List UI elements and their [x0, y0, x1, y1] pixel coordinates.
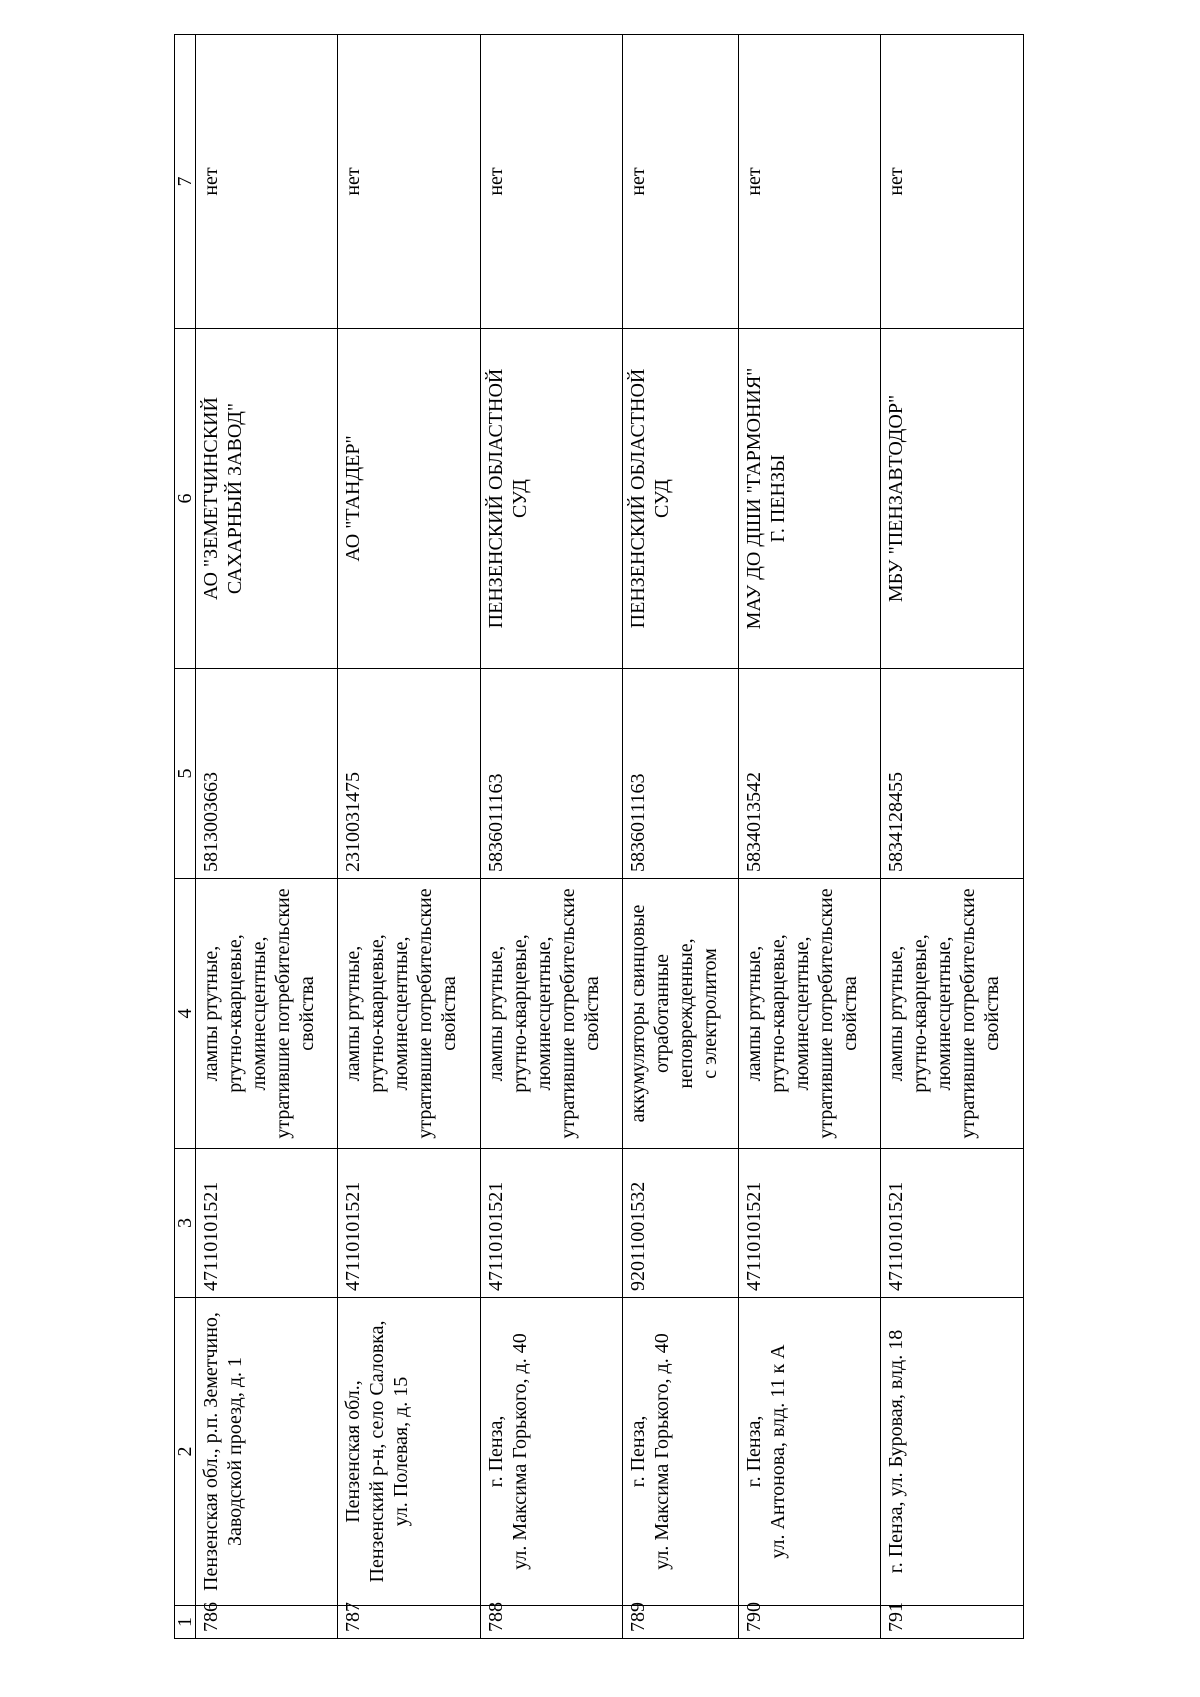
waste-code-cell: 92011001532 [623, 1149, 739, 1298]
row-number: 791 [881, 1606, 1024, 1639]
row-number: 788 [480, 1606, 622, 1639]
document-page [174, 35, 1024, 1639]
header-row [175, 35, 196, 1639]
inn-cell: 2310031475 [338, 669, 480, 879]
header-cell-6: 6 [175, 329, 196, 669]
row-number: 787 [338, 1606, 480, 1639]
inn-cell: 5834128455 [881, 669, 1024, 879]
waste-code-cell: 47110101521 [196, 1149, 338, 1298]
inn-cell: 5836011163 [623, 669, 739, 879]
waste-code-cell: 47110101521 [480, 1149, 622, 1298]
flag-cell: нет [338, 35, 480, 329]
header-cell-2: 2 [175, 1298, 196, 1606]
registry-table [174, 34, 1024, 1639]
row-number: 786 [196, 1606, 338, 1639]
waste-code-cell: 47110101521 [739, 1149, 881, 1298]
row-number: 789 [623, 1606, 739, 1639]
rotated-table-container [174, 35, 1024, 1639]
inn-cell: 5836011163 [480, 669, 622, 879]
header-cell-7: 7 [175, 35, 196, 329]
table-body [196, 35, 1024, 1639]
header-cell-4: 4 [175, 879, 196, 1149]
inn-cell: 5813003663 [196, 669, 338, 879]
table-row [196, 35, 338, 1639]
organization-cell: ПЕНЗЕНСКИЙ ОБЛАСТНОЙ СУД [623, 329, 739, 669]
organization-cell: АО "ТАНДЕР" [338, 329, 480, 669]
header-cell-1: 1 [175, 1606, 196, 1639]
flag-cell: нет [881, 35, 1024, 329]
header-cell-3: 3 [175, 1149, 196, 1298]
table-row [480, 35, 622, 1639]
address-cell: г. Пенза, ул. Максима Горького, д. 40 [480, 1298, 622, 1606]
waste-name-cell: лампы ртутные, ртутно-кварцевые, люминесцентные, утратившие потребительские свойства [338, 879, 480, 1149]
waste-name-cell: лампы ртутные, ртутно-кварцевые, люминесцентные, утратившие потребительские свойства [739, 879, 881, 1149]
flag-cell: нет [480, 35, 622, 329]
waste-code-cell: 47110101521 [338, 1149, 480, 1298]
table-row [881, 35, 1024, 1639]
flag-cell: нет [623, 35, 739, 329]
waste-name-cell: лампы ртутные, ртутно-кварцевые, люминесцентные, утратившие потребительские свойства [881, 879, 1024, 1149]
organization-cell: МАУ ДО ДШИ "ГАРМОНИЯ" Г. ПЕНЗЫ [739, 329, 881, 669]
flag-cell: нет [196, 35, 338, 329]
table-row [623, 35, 739, 1639]
organization-cell: ПЕНЗЕНСКИЙ ОБЛАСТНОЙ СУД [480, 329, 622, 669]
waste-name-cell: лампы ртутные, ртутно-кварцевые, люминесцентные, утратившие потребительские свойства [196, 879, 338, 1149]
address-cell: г. Пенза, ул. Антонова, влд. 11 к А [739, 1298, 881, 1606]
address-cell: г. Пенза, ул. Буровая, влд. 18 [881, 1298, 1024, 1606]
table-header [175, 35, 196, 1639]
address-cell: Пензенская обл., Пензенский р-н, село Саловка, ул. Полевая, д. 15 [338, 1298, 480, 1606]
waste-name-cell: лампы ртутные, ртутно-кварцевые, люминесцентные, утратившие потребительские свойства [480, 879, 622, 1149]
inn-cell: 5834013542 [739, 669, 881, 879]
row-number: 790 [739, 1606, 881, 1639]
waste-code-cell: 47110101521 [881, 1149, 1024, 1298]
address-cell: г. Пенза, ул. Максима Горького, д. 40 [623, 1298, 739, 1606]
table-row [739, 35, 881, 1639]
organization-cell: МБУ "ПЕНЗАВТОДОР" [881, 329, 1024, 669]
header-cell-5: 5 [175, 669, 196, 879]
address-cell: Пензенская обл., р.п. Земетчино, Заводской проезд, д. 1 [196, 1298, 338, 1606]
waste-name-cell: аккумуляторы свинцовые отработанные неповрежденные, с электролитом [623, 879, 739, 1149]
flag-cell: нет [739, 35, 881, 329]
table-row [338, 35, 480, 1639]
organization-cell: АО "ЗЕМЕТЧИНСКИЙ САХАРНЫЙ ЗАВОД" [196, 329, 338, 669]
